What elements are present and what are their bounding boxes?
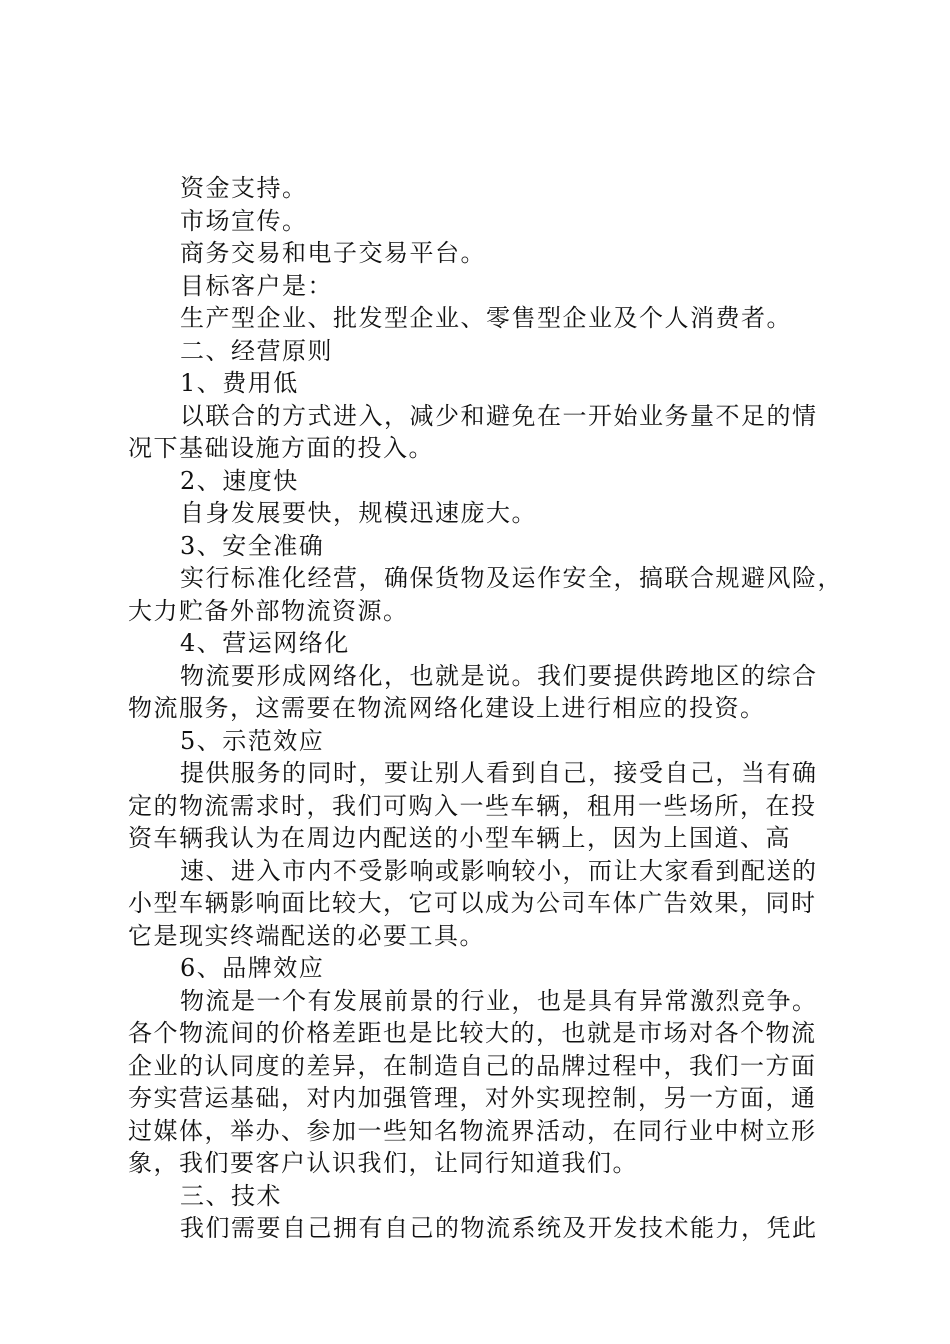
text-line: 提供服务的同时，要让别人看到自己，接受自己，当有确 (180, 759, 818, 787)
text-line: 资金支持。 (180, 174, 308, 202)
text-line: 大力贮备外部物流资源。 (128, 596, 409, 625)
text-line: 自身发展要快，规模迅速庞大。 (180, 499, 537, 527)
text-line: 它是现实终端配送的必要工具。 (128, 921, 485, 950)
section-heading: 三、技术 (180, 1181, 282, 1210)
document-body (128, 172, 843, 1245)
subsection-heading: 3、安全准确 (180, 531, 325, 560)
subsection-heading: 5、示范效应 (180, 726, 325, 755)
subsection-heading: 2、速度快 (180, 466, 299, 495)
text-line: 资车辆我认为在周边内配送的小型车辆上，因为上国道、高 (128, 824, 791, 852)
text-line: 夯实营运基础，对内加强管理，对外实现控制，另一方面，通 (128, 1084, 817, 1112)
text-line: 以联合的方式进入，减少和避免在一开始业务量不足的情 (180, 401, 818, 430)
subsection-heading: 1、费用低 (180, 369, 299, 397)
text-line: 市场宣传。 (180, 206, 308, 235)
text-line: 目标客户是： (180, 271, 333, 300)
text-line: 象，我们要客户认识我们，让同行知道我们。 (128, 1149, 638, 1177)
subsection-heading: 4、营运网络化 (180, 629, 350, 657)
section-heading: 二、经营原则 (180, 336, 333, 365)
text-line: 况下基础设施方面的投入。 (128, 434, 434, 462)
text-line: 生产型企业、批发型企业、零售型企业及个人消费者。 (180, 304, 792, 332)
text-line: 过媒体，举办、参加一些知名物流界活动，在同行业中树立形 (128, 1116, 817, 1145)
text-line: 小型车辆影响面比较大，它可以成为公司车体广告效果，同时 (128, 889, 817, 917)
text-line: 物流要形成网络化，也就是说。我们要提供跨地区的综合 (180, 661, 818, 690)
text-line: 定的物流需求时，我们可购入一些车辆，租用一些场所，在投 (128, 791, 817, 820)
subsection-heading: 6、品牌效应 (180, 954, 325, 982)
text-line: 企业的认同度的差异，在制造自己的品牌过程中，我们一方面 (128, 1051, 817, 1080)
text-line: 我们需要自己拥有自己的物流系统及开发技术能力，凭此 (180, 1214, 818, 1242)
text-line: 速、进入市内不受影响或影响较小，而让大家看到配送的 (180, 856, 818, 885)
text-line: 物流是一个有发展前景的行业，也是具有异常激烈竞争。 (180, 986, 818, 1015)
text-line: 实行标准化经营，确保货物及运作安全，搞联合规避风险， (180, 564, 843, 592)
text-line: 商务交易和电子交易平台。 (180, 239, 486, 267)
text-line: 物流服务，这需要在物流网络化建设上进行相应的投资。 (128, 694, 766, 722)
text-line: 各个物流间的价格差距也是比较大的，也就是市场对各个物流 (128, 1019, 817, 1047)
